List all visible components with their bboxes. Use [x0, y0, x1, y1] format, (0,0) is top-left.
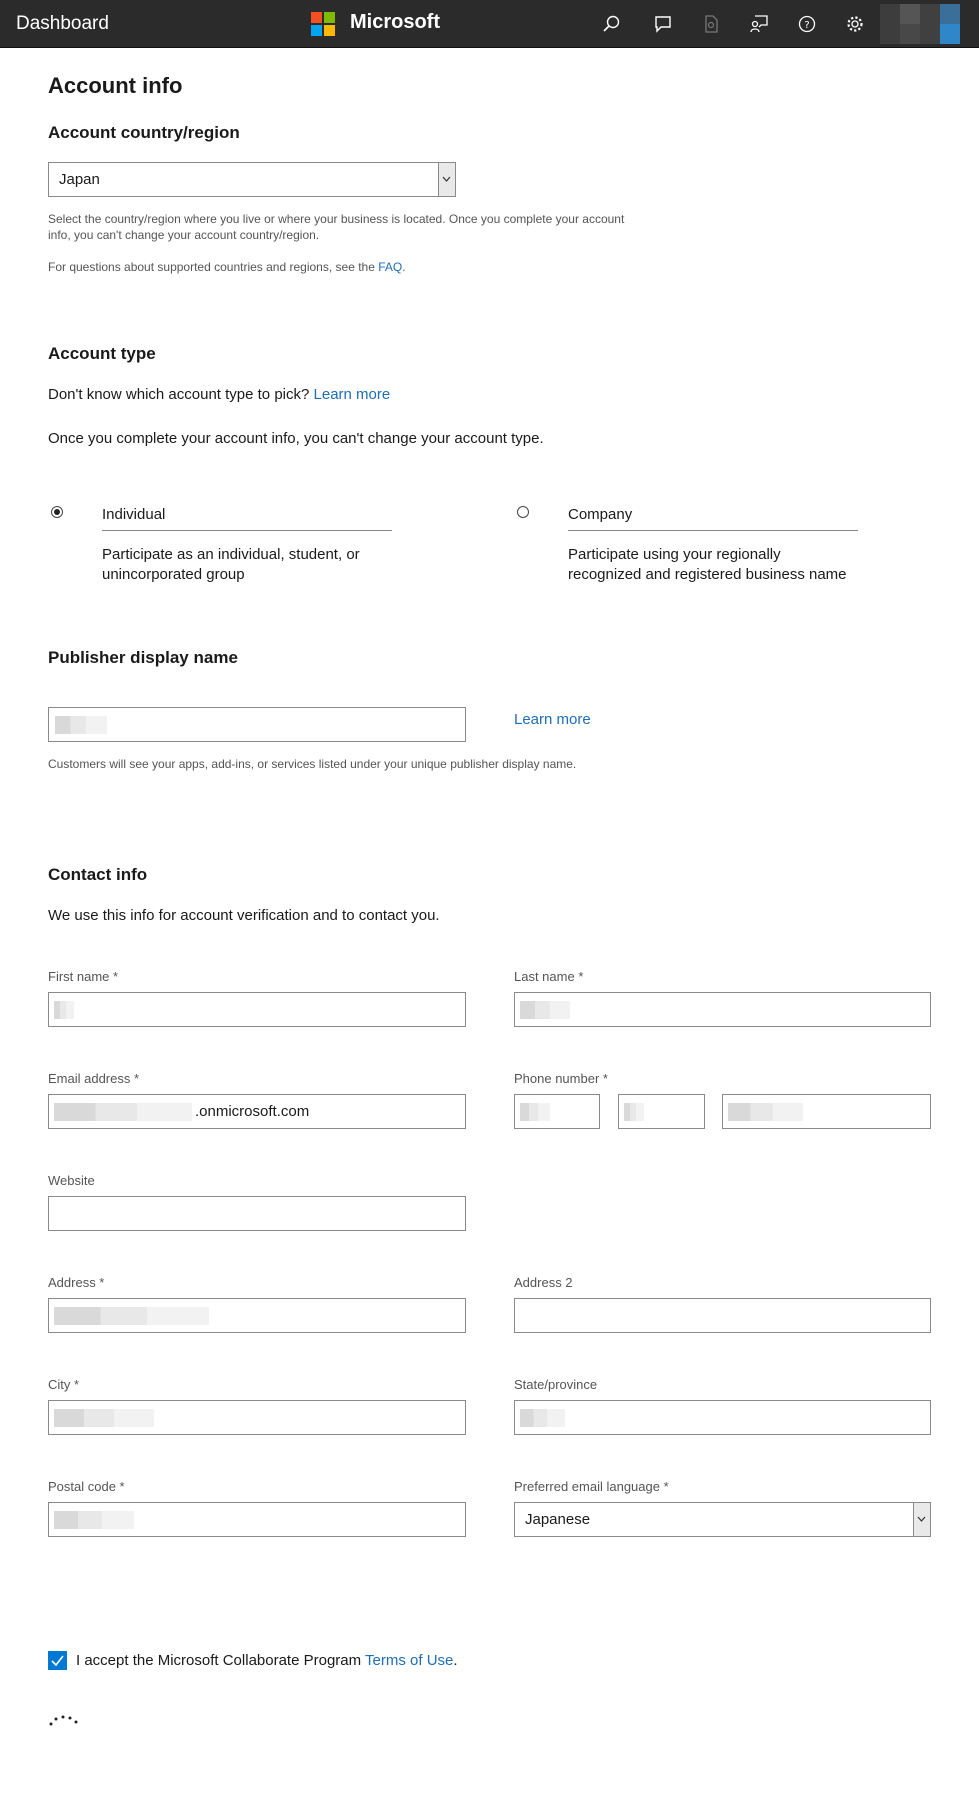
- postal-code-input[interactable]: [48, 1502, 466, 1537]
- first-name-input[interactable]: [48, 992, 466, 1027]
- phone-label: Phone number *: [514, 1071, 608, 1086]
- faq-suffix: .: [402, 260, 406, 274]
- document-icon[interactable]: [701, 14, 721, 34]
- publisher-help-text: Customers will see your apps, add-ins, or services listed under your unique publisher display name.: [48, 757, 577, 771]
- city-input[interactable]: [48, 1400, 466, 1435]
- email-label: Email address *: [48, 1071, 140, 1086]
- gear-icon[interactable]: [845, 14, 865, 34]
- learn-more-account-type-link[interactable]: Learn more: [313, 386, 391, 403]
- country-heading: Account country/region: [48, 123, 240, 142]
- chevron-down-icon[interactable]: [438, 163, 455, 196]
- state-input[interactable]: [514, 1400, 931, 1435]
- dashboard-link[interactable]: Dashboard: [16, 13, 109, 34]
- person-feedback-icon[interactable]: [749, 14, 769, 34]
- feedback-icon[interactable]: [653, 14, 673, 34]
- last-name-label: Last name *: [514, 969, 584, 984]
- svg-text:?: ?: [804, 20, 810, 31]
- learn-more-publisher-link[interactable]: Learn more: [514, 711, 591, 728]
- microsoft-logo-icon: [311, 12, 335, 36]
- redacted-value: [54, 1511, 134, 1529]
- terms-of-use-link[interactable]: Terms of Use: [365, 1652, 454, 1669]
- terms-text: [76, 1652, 458, 1669]
- individual-label[interactable]: Individual: [102, 506, 166, 523]
- email-language-value: Japanese: [525, 1511, 591, 1528]
- redacted-value: [54, 1409, 154, 1427]
- publisher-heading: Publisher display name: [48, 648, 238, 667]
- faq-text: [48, 259, 406, 275]
- account-type-note: Once you complete your account info, you can't change your account type.: [48, 430, 544, 447]
- state-label: State/province: [514, 1377, 598, 1392]
- phone-country-code-input[interactable]: [514, 1094, 600, 1129]
- address-label: Address *: [48, 1275, 105, 1290]
- redacted-value: [54, 1103, 192, 1121]
- chevron-down-icon[interactable]: [913, 1503, 930, 1536]
- contact-intro: We use this info for account verification and to contact you.: [48, 907, 440, 924]
- redacted-value: [55, 716, 107, 734]
- redacted-value: [54, 1001, 74, 1019]
- faq-link[interactable]: FAQ: [378, 260, 403, 274]
- address2-label: Address 2: [514, 1275, 573, 1290]
- company-desc-line-2: recognized and registered business name: [568, 566, 847, 583]
- first-name-label: First name *: [48, 969, 119, 984]
- address-input[interactable]: [48, 1298, 466, 1333]
- search-icon[interactable]: [602, 14, 622, 34]
- account-type-heading: Account type: [48, 344, 156, 363]
- country-help-text: Select the country/region where you live or where your business is located. Once you complete your account info, you can't change your account country/region.: [48, 212, 625, 242]
- company-radio[interactable]: [517, 506, 529, 518]
- country-select[interactable]: [48, 162, 456, 197]
- company-label[interactable]: Company: [568, 506, 633, 523]
- avatar[interactable]: [880, 4, 962, 44]
- company-desc-line-1: Participate using your regionally: [568, 546, 781, 563]
- email-input[interactable]: [48, 1094, 466, 1129]
- address2-input[interactable]: [514, 1298, 931, 1333]
- email-language-label: Preferred email language *: [514, 1479, 669, 1494]
- redacted-value: [520, 1409, 565, 1427]
- terms-prefix: I accept the Microsoft Collaborate Program: [76, 1652, 366, 1669]
- help-icon[interactable]: [797, 14, 817, 34]
- phone-number-input[interactable]: [722, 1094, 931, 1129]
- faq-prefix: For questions about supported countries and regions, see the: [48, 260, 379, 274]
- publisher-name-input[interactable]: [48, 707, 466, 742]
- email-language-select[interactable]: [514, 1502, 931, 1537]
- individual-desc-line-2: unincorporated group: [102, 566, 245, 583]
- individual-desc-line-1: Participate as an individual, student, or: [102, 546, 360, 563]
- postal-code-label: Postal code *: [48, 1479, 125, 1494]
- top-bar: [0, 0, 979, 48]
- redacted-value: [54, 1307, 209, 1325]
- company-description: [568, 545, 847, 585]
- phone-area-code-input[interactable]: [618, 1094, 705, 1129]
- country-value: Japan: [59, 171, 100, 188]
- email-suffix: .onmicrosoft.com: [195, 1103, 310, 1120]
- checkmark-icon: [48, 1651, 67, 1670]
- individual-radio[interactable]: [51, 506, 63, 518]
- contact-heading: Contact info: [48, 865, 148, 884]
- brand-name: Microsoft: [350, 11, 440, 33]
- city-label: City *: [48, 1377, 80, 1392]
- redacted-value: [624, 1103, 644, 1121]
- company-divider: [568, 530, 858, 531]
- redacted-value: [728, 1103, 803, 1121]
- redacted-value: [520, 1103, 550, 1121]
- website-label: Website: [48, 1173, 95, 1188]
- page-title: Account info: [48, 73, 183, 98]
- individual-description: [102, 545, 360, 585]
- website-input[interactable]: [48, 1196, 466, 1231]
- account-type-help: [48, 386, 390, 403]
- loading-spinner-icon: [48, 1712, 88, 1728]
- last-name-input[interactable]: [514, 992, 931, 1027]
- terms-suffix: .: [453, 1652, 458, 1669]
- pick-text: Don't know which account type to pick?: [48, 386, 314, 403]
- terms-checkbox[interactable]: [48, 1651, 67, 1670]
- individual-divider: [102, 530, 392, 531]
- redacted-value: [520, 1001, 570, 1019]
